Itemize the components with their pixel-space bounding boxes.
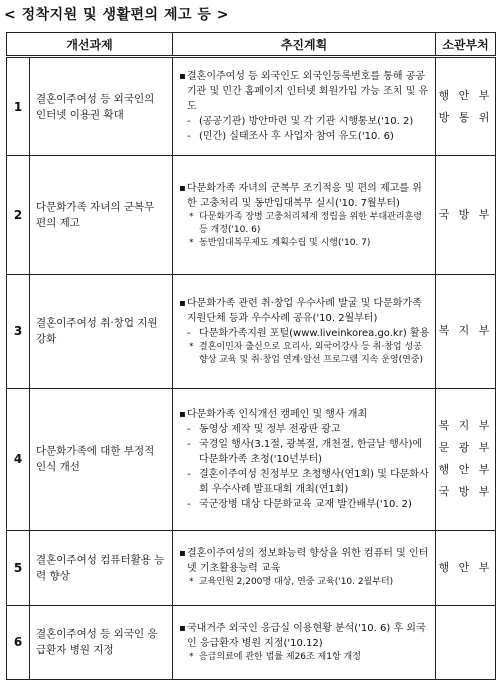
plan-main-item: ▪ 다문화가족 자녀의 군복무 조기적응 및 편의 제고를 위한 고충처리 및 동반입대복무 실시('10. 7월부터) (179, 182, 422, 209)
dept-cell (436, 156, 496, 275)
asterisk-icon: * (189, 341, 194, 352)
dept-name: 국 방 부 (438, 208, 493, 222)
plan-main-item: ▪ 다문화가족 인식개선 캠페인 및 행사 개최 (179, 408, 368, 420)
plan-sub-item: - 국경일 행사(3.1절, 광복절, 개천절, 한글날 행사)에 다문화가족 초청('10년부터) (187, 438, 423, 465)
bullet-icon: ▪ (179, 297, 186, 309)
dept-cell (436, 57, 496, 156)
plan-sub-item: - (공공기관) 방안마련 및 각 기관 시행통보('10. 2) (187, 116, 414, 128)
plan-cell (173, 605, 436, 679)
plan-main-item: ▪ 국내거주 외국인 응급실 이용현황 분석('10. 6) 후 외국인 응급환자 병원 지정('10.12) (179, 622, 426, 649)
dept-name: 국 방 부 (438, 485, 493, 499)
plan-cell (173, 274, 436, 388)
task-cell: 결혼이주여성 등 외국인 응급환자 병원 지정 (30, 605, 173, 679)
dash-icon: - (187, 116, 191, 128)
dash-icon: - (187, 468, 191, 480)
bullet-icon: ▪ (179, 548, 186, 560)
table-row (7, 605, 496, 679)
plan-sub-item: - 다문화가족지원 포털(www.liveinkorea.go.kr) 활용 (187, 327, 430, 339)
row-number: 6 (7, 605, 30, 679)
dept-name: 행 안 부 (438, 88, 493, 102)
policy-table (6, 32, 496, 680)
bullet-icon: ▪ (179, 182, 186, 194)
policy-table-wrapper (6, 32, 495, 680)
plan-cell (173, 388, 436, 531)
asterisk-icon: * (189, 651, 194, 662)
bullet-icon: ▪ (179, 71, 186, 83)
row-number: 5 (7, 531, 30, 605)
plan-note-item: * 다문화가족 장병 고충처리체계 정립을 위한 부대관리훈령 등 개정('10. 6) (189, 211, 422, 235)
plan-sub-item: - (민간) 실태조사 후 사업자 참여 유도('10. 6) (187, 131, 394, 143)
header-dept: 소관부처 (436, 33, 496, 57)
asterisk-icon: * (189, 577, 194, 588)
asterisk-icon: * (189, 237, 194, 248)
table-header-row (7, 33, 496, 57)
dash-icon: - (187, 327, 191, 339)
task-cell: 결혼이주여성 등 외국인의 인터넷 이용권 확대 (30, 57, 173, 156)
row-number: 4 (7, 388, 30, 531)
plan-cell (173, 57, 436, 156)
dash-icon: - (187, 498, 191, 510)
dept-cell (436, 388, 496, 531)
plan-sub-item: - 동영상 제작 및 정부 전광판 광고 (187, 423, 341, 435)
plan-sub-item: - 결혼이주여성 친정부모 초청행사(연1회) 및 다문화사회 우수사례 발표대회 개최(연1회) (187, 468, 429, 495)
task-cell: 결혼이주여성 컴퓨터활용 능력 향상 (30, 531, 173, 605)
dash-icon: - (187, 438, 191, 450)
table-row (7, 274, 496, 388)
plan-cell (173, 531, 436, 605)
dash-icon: - (187, 423, 191, 435)
table-row (7, 57, 496, 156)
row-number: 3 (7, 274, 30, 388)
task-cell: 결혼이주여성 취·창업 지원 강화 (30, 274, 173, 388)
dept-cell (436, 531, 496, 605)
plan-note-item: * 동반입대복무제도 계획수립 및 시행('10. 7) (189, 237, 371, 248)
row-number: 2 (7, 156, 30, 275)
dept-name: 행 안 부 (438, 463, 493, 477)
task-cell: 다문화가족에 대한 부정적 인식 개선 (30, 388, 173, 531)
task-cell: 다문화가족 자녀의 군복무 편의 제고 (30, 156, 173, 275)
table-row (7, 388, 496, 531)
dash-icon: - (187, 131, 191, 143)
dept-cell (436, 605, 496, 679)
plan-sub-item: - 국군장병 대상 다문화교육 교재 발간배부('10. 2) (187, 498, 412, 510)
dept-name: 행 안 부 (438, 560, 493, 574)
dept-cell (436, 274, 496, 388)
bullet-icon: ▪ (179, 622, 186, 634)
plan-note-item: * 교육인원 2,200명 대상, 연중 교육('10. 2월부터) (189, 577, 394, 588)
row-number: 1 (7, 57, 30, 156)
dept-name: 복 지 부 (438, 419, 493, 433)
table-row (7, 156, 496, 275)
plan-main-item (179, 69, 430, 114)
plan-note-item: * 응급의료에 관한 법률 제26조 제1항 개정 (189, 651, 361, 662)
dept-name: 문 광 부 (438, 441, 493, 455)
page-title: < 정착지원 및 생활편의 제고 등 > (4, 7, 229, 23)
plan-main-text: 외국인등록번호를 통해 공공기관 및 민간 홈페이지 인터넷 회원가입 가능 조치 및 유도 (187, 71, 429, 113)
plan-note-item: * 결혼이민자 출신으로 요리사, 외국어강사 등 취·창업 성공 향상 교육 및 취·창업 연계·알선 프로그램 지속 운영(연중) (189, 341, 424, 365)
header-plan: 추진계획 (173, 33, 436, 57)
plan-main-item: ▪ 다문화가족 관련 취·창업 우수사례 발굴 및 다문화가족지원단체 등과 우수사례 공유('10. 2월부터) (179, 297, 422, 324)
bullet-icon: ▪ (179, 408, 186, 420)
header-task: 개선과제 (7, 33, 173, 57)
asterisk-icon: * (189, 211, 194, 222)
table-row (7, 531, 496, 605)
plan-cell (173, 156, 436, 275)
plan-main-prefix: 결혼이주여성 등 외국인도 (187, 71, 303, 83)
dept-name: 방 통 위 (438, 110, 493, 124)
plan-main-item: ▪ 결혼이주여성의 정보화능력 향상을 위한 컴퓨터 및 인터넷 기초활용능력 교육 (179, 548, 429, 575)
dept-name: 복 지 부 (438, 324, 493, 338)
